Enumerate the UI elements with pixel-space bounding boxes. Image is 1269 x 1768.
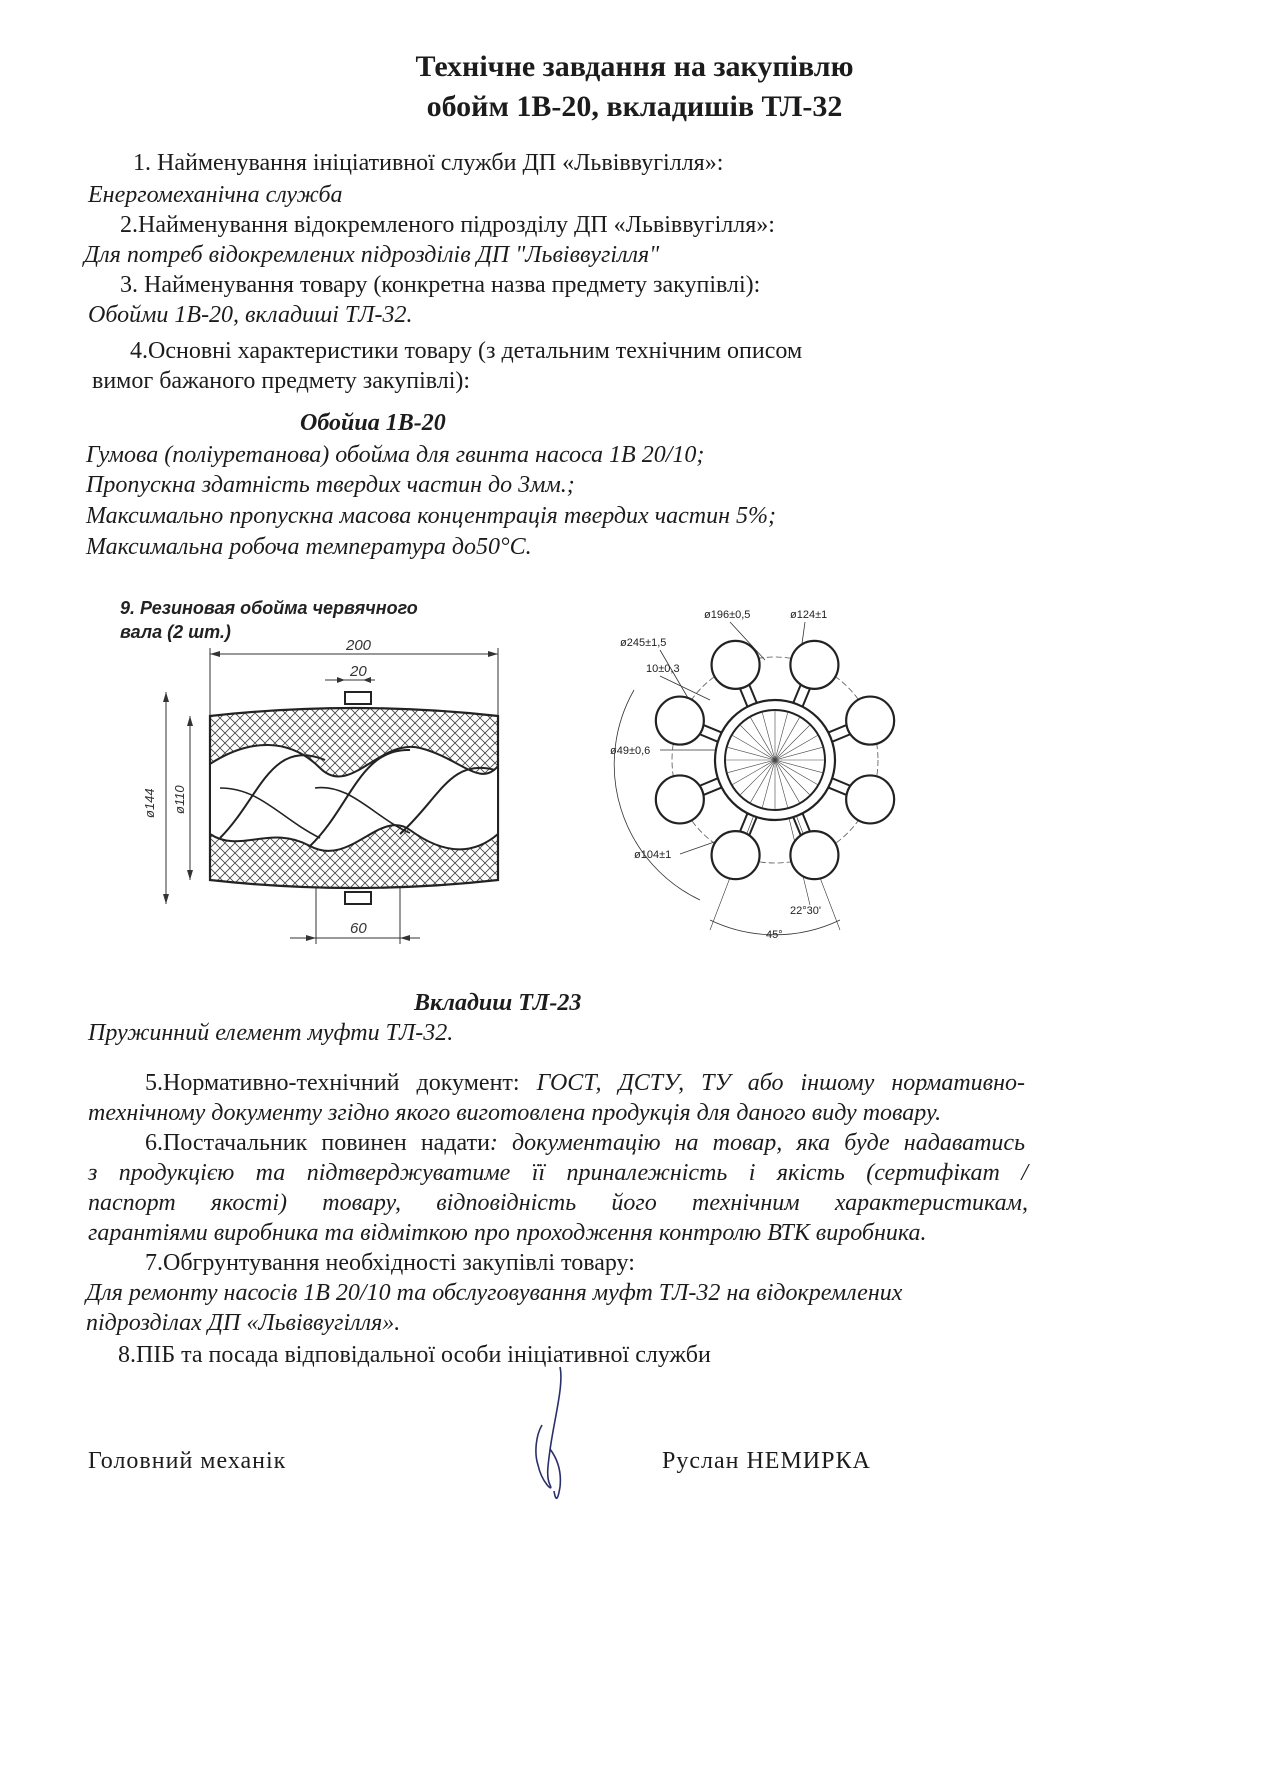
signatory-position: Головний механік — [88, 1448, 287, 1474]
insert-lobe — [712, 641, 760, 689]
dim-200-label: 200 — [346, 637, 372, 654]
section-6-value-line3: паспорт якості) товару, відповідність його технічним характеристикам, — [88, 1190, 1028, 1216]
insert-arm — [740, 688, 748, 708]
section-6-line1 — [145, 1130, 1025, 1157]
stator-side-view-drawing — [110, 588, 530, 960]
item-2-title: Вкладиш ТЛ-23 — [414, 990, 582, 1016]
section-6-value: : документацію на товар, яка буде надаватись — [489, 1130, 1025, 1156]
item-1-title: Обойиа 1В-20 — [300, 410, 446, 436]
section-5-value: ГОСТ, ДСТУ, ТУ або іншому нормативно- — [536, 1070, 1025, 1096]
section-3-heading: 3. Найменування товару (конкретна назва предмету закупівлі): — [120, 272, 761, 298]
section-2-value: Для потреб відокремлених підрозділів ДП "Львіввугілля" — [84, 242, 660, 268]
insert-parts — [656, 641, 894, 879]
insert-arm — [793, 684, 801, 704]
dim-144-label: ø144 — [142, 788, 157, 818]
section-3-value: Обойми 1В-20, вкладиші ТЛ-32. — [88, 302, 413, 328]
dim-196-label: ø196±0,5 — [704, 609, 751, 621]
section-6-value-line2: з продукцією та підтверджуватиме її приналежність і якість (сертифікат / — [88, 1160, 1028, 1186]
insert-lobe — [846, 697, 894, 745]
insert-arm — [703, 787, 723, 795]
dim-10-label: 10±0,3 — [646, 663, 680, 675]
section-2-heading: 2.Найменування відокремленого підрозділу ДП «Львіввугілля»: — [120, 212, 775, 238]
section-1-value: Енергомеханічна служба — [88, 182, 343, 208]
section-7-heading: 7.Обгрунтування необхідності закупівлі товару: — [145, 1250, 635, 1276]
insert-arm — [830, 734, 850, 742]
figure-caption-line2: вала (2 шт.) — [120, 622, 231, 642]
section-4-heading-line2: вимог бажаного предмету закупівлі): — [92, 368, 471, 394]
dim-245-label: ø245±1,5 — [620, 637, 667, 649]
insert-lobe — [656, 775, 704, 823]
insert-lobe — [790, 641, 838, 689]
insert-arm — [827, 787, 847, 795]
section-5-heading: 5.Нормативно-технічний документ: — [145, 1070, 537, 1096]
signature — [520, 1365, 600, 1505]
insert-arm — [827, 725, 847, 733]
insert-arm — [793, 815, 801, 835]
item-2-line: Пружинний елемент муфти ТЛ-32. — [88, 1020, 454, 1046]
dim-110-label: ø110 — [172, 785, 187, 814]
section-4-heading-line1: 4.Основні характеристики товару (з детальним технічним описом — [130, 338, 803, 364]
section-6-value-line4: гарантіями виробника та відміткою про проходження контролю ВТК виробника. — [88, 1220, 927, 1246]
figure-caption-line1: 9. Резиновая обойма червячного — [120, 598, 418, 618]
insert-arm — [830, 778, 850, 786]
section-5-value-line2: технічному документу згідно якого виготовлена продукція для даного виду товару. — [88, 1100, 942, 1126]
section-7-value-line2: підрозділах ДП «Львіввугілля». — [86, 1310, 401, 1336]
dim-45-label: 45° — [766, 929, 783, 941]
section-7-value-line1: Для ремонту насосів 1В 20/10 та обслуговування муфт ТЛ-32 на відокремлених — [86, 1280, 903, 1306]
dim-22-label: 22°30' — [790, 905, 821, 917]
insert-arm — [699, 778, 719, 786]
insert-arm — [802, 812, 810, 832]
section-1-heading: 1. Найменування ініціативної служби ДП «Львіввугілля»: — [133, 150, 724, 176]
item-1-line: Максимально пропускна масова концентрація твердих частин 5%; — [86, 503, 777, 529]
item-1-line: Гумова (поліуретанова) обойма для гвинта насоса 1В 20/10; — [86, 442, 705, 468]
signatory-name: Руслан НЕМИРКА — [662, 1448, 871, 1474]
section-5-line1 — [145, 1070, 1025, 1097]
dim-49-label: ø49±0,6 — [610, 745, 651, 757]
insert-lobe — [790, 831, 838, 879]
insert-lobe — [712, 831, 760, 879]
item-1-line: Максимальна робоча температура до50°С. — [86, 534, 532, 560]
insert-arm — [703, 725, 723, 733]
dim-104-label: ø104±1 — [634, 849, 672, 861]
doc-title-line2: обойм 1В-20, вкладишів ТЛ-32 — [426, 90, 843, 123]
doc-title-line1: Технічне завдання на закупівлю — [415, 50, 854, 83]
insert-front-view-drawing — [600, 600, 920, 950]
insert-arm — [749, 684, 757, 704]
insert-arm — [802, 688, 810, 708]
dim-20-label: 20 — [350, 663, 367, 680]
insert-arm — [749, 815, 757, 835]
dim-124-label: ø124±1 — [790, 609, 828, 621]
dim-60-label: 60 — [350, 920, 367, 937]
section-8-heading: 8.ПІБ та посада відповідальної особи ініціативної служби — [118, 1342, 711, 1368]
insert-arm — [740, 812, 748, 832]
insert-lobe — [656, 697, 704, 745]
section-6-heading: 6.Постачальник повинен надати — [145, 1130, 490, 1156]
insert-lobe — [846, 775, 894, 823]
item-1-line: Пропускна здатність твердих частин до 3мм.; — [86, 472, 575, 498]
insert-arm — [699, 734, 719, 742]
